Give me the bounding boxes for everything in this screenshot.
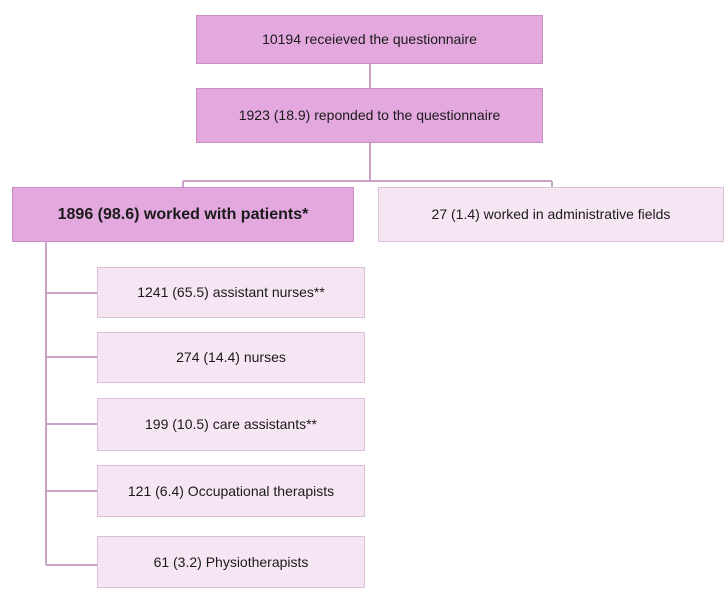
role-label: 274 (14.4) nurses	[176, 349, 286, 366]
administrative-fields-box	[378, 187, 724, 242]
role-box-assistant-nurses	[97, 267, 365, 318]
administrative-fields-label: 27 (1.4) worked in administrative fields	[431, 206, 671, 223]
role-label: 121 (6.4) Occupational therapists	[127, 482, 335, 499]
role-label: 61 (3.2) Physiotherapists	[153, 553, 309, 570]
responded-questionnaire-box	[196, 88, 543, 143]
role-box-physiotherapists	[97, 536, 365, 588]
role-box-care-assistants	[97, 398, 365, 451]
received-questionnaire-box	[196, 15, 543, 64]
responded-questionnaire-label: 1923 (18.9) reponded to the questionnaire	[238, 107, 501, 124]
worked-with-patients-label: 1896 (98.6) worked with patients*	[57, 205, 309, 223]
role-box-occupational-therapists	[97, 465, 365, 517]
role-label: 1241 (65.5) assistant nurses**	[137, 284, 325, 301]
received-questionnaire-label: 10194 receieved the questionnaire	[262, 31, 477, 48]
worked-with-patients-box	[12, 187, 354, 242]
role-label: 199 (10.5) care assistants**	[145, 416, 317, 433]
role-box-nurses	[97, 332, 365, 383]
